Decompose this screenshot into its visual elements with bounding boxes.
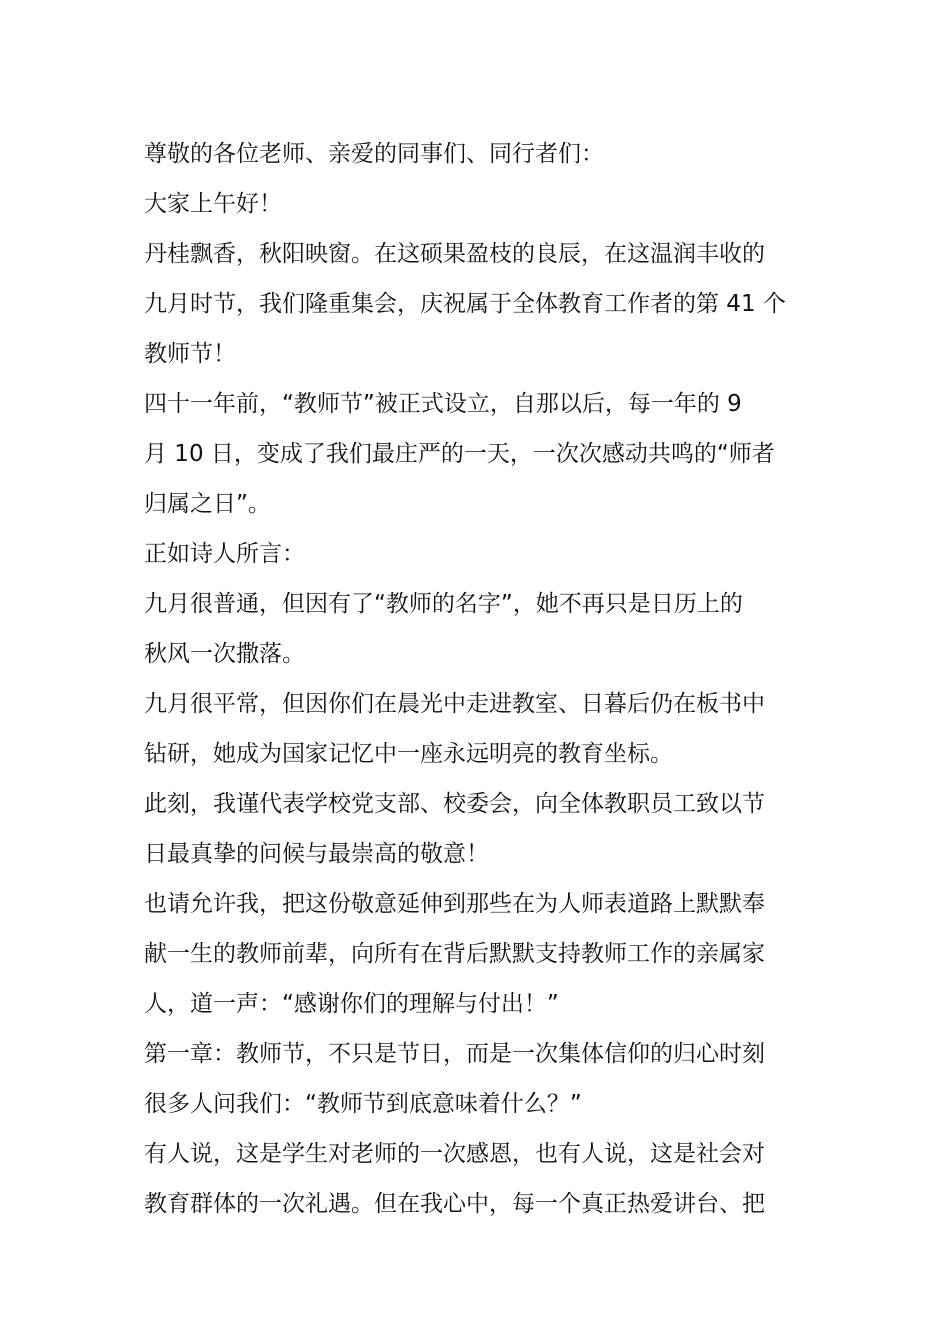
text-line: 也请允许我，把这份敬意延伸到那些在为人师表道路上默默奉 [144, 891, 765, 917]
text-line: 人，道一声：“感谢你们的理解与付出！” [144, 991, 559, 1017]
text-line: 钻研，她成为国家记忆中一座永远明亮的教育坐标。 [144, 741, 673, 767]
text-line: 归属之日”。 [144, 491, 271, 517]
text-line: 九月很平常，但因你们在晨光中走进教室、日暮后仍在板书中 [144, 691, 765, 717]
text-line: 教育群体的一次礼遇。但在我心中，每一个真正热爱讲台、把 [144, 1191, 765, 1217]
text-line: 尊敬的各位老师、亲爱的同事们、同行者们： [144, 141, 604, 167]
text-line: 此刻，我谨代表学校党支部、校委会，向全体教职员工致以节 [144, 791, 765, 817]
text-line: 日最真挚的问候与最崇高的敬意！ [144, 841, 489, 867]
text-line: 有人说，这是学生对老师的一次感恩，也有人说，这是社会对 [144, 1141, 765, 1167]
speech-text [144, 129, 814, 1229]
text-line: 九月很普通，但因有了“教师的名字”，她不再只是日历上的 [144, 591, 743, 617]
text-line: 献一生的教师前辈，向所有在背后默默支持教师工作的亲属家 [144, 941, 765, 967]
text-line: 月 10 日，变成了我们最庄严的一天，一次次感动共鸣的“师者 [144, 441, 775, 467]
text-line: 教师节！ [144, 341, 236, 367]
text-line: 四十一年前，“教师节”被正式设立，自那以后，每一年的 9 [144, 391, 742, 417]
text-line: 很多人问我们：“教师节到底意味着什么？” [144, 1091, 582, 1117]
text-line: 正如诗人所言： [144, 541, 305, 567]
text-line: 第一章：教师节，不只是节日，而是一次集体信仰的归心时刻 [144, 1041, 765, 1067]
text-line: 九月时节，我们隆重集会，庆祝属于全体教育工作者的第 41 个 [144, 291, 786, 317]
text-line: 秋风一次撒落。 [144, 641, 305, 667]
text-line: 大家上午好！ [144, 191, 282, 217]
text-line: 丹桂飘香，秋阳映窗。在这硕果盈枝的良辰，在这温润丰收的 [144, 241, 765, 267]
